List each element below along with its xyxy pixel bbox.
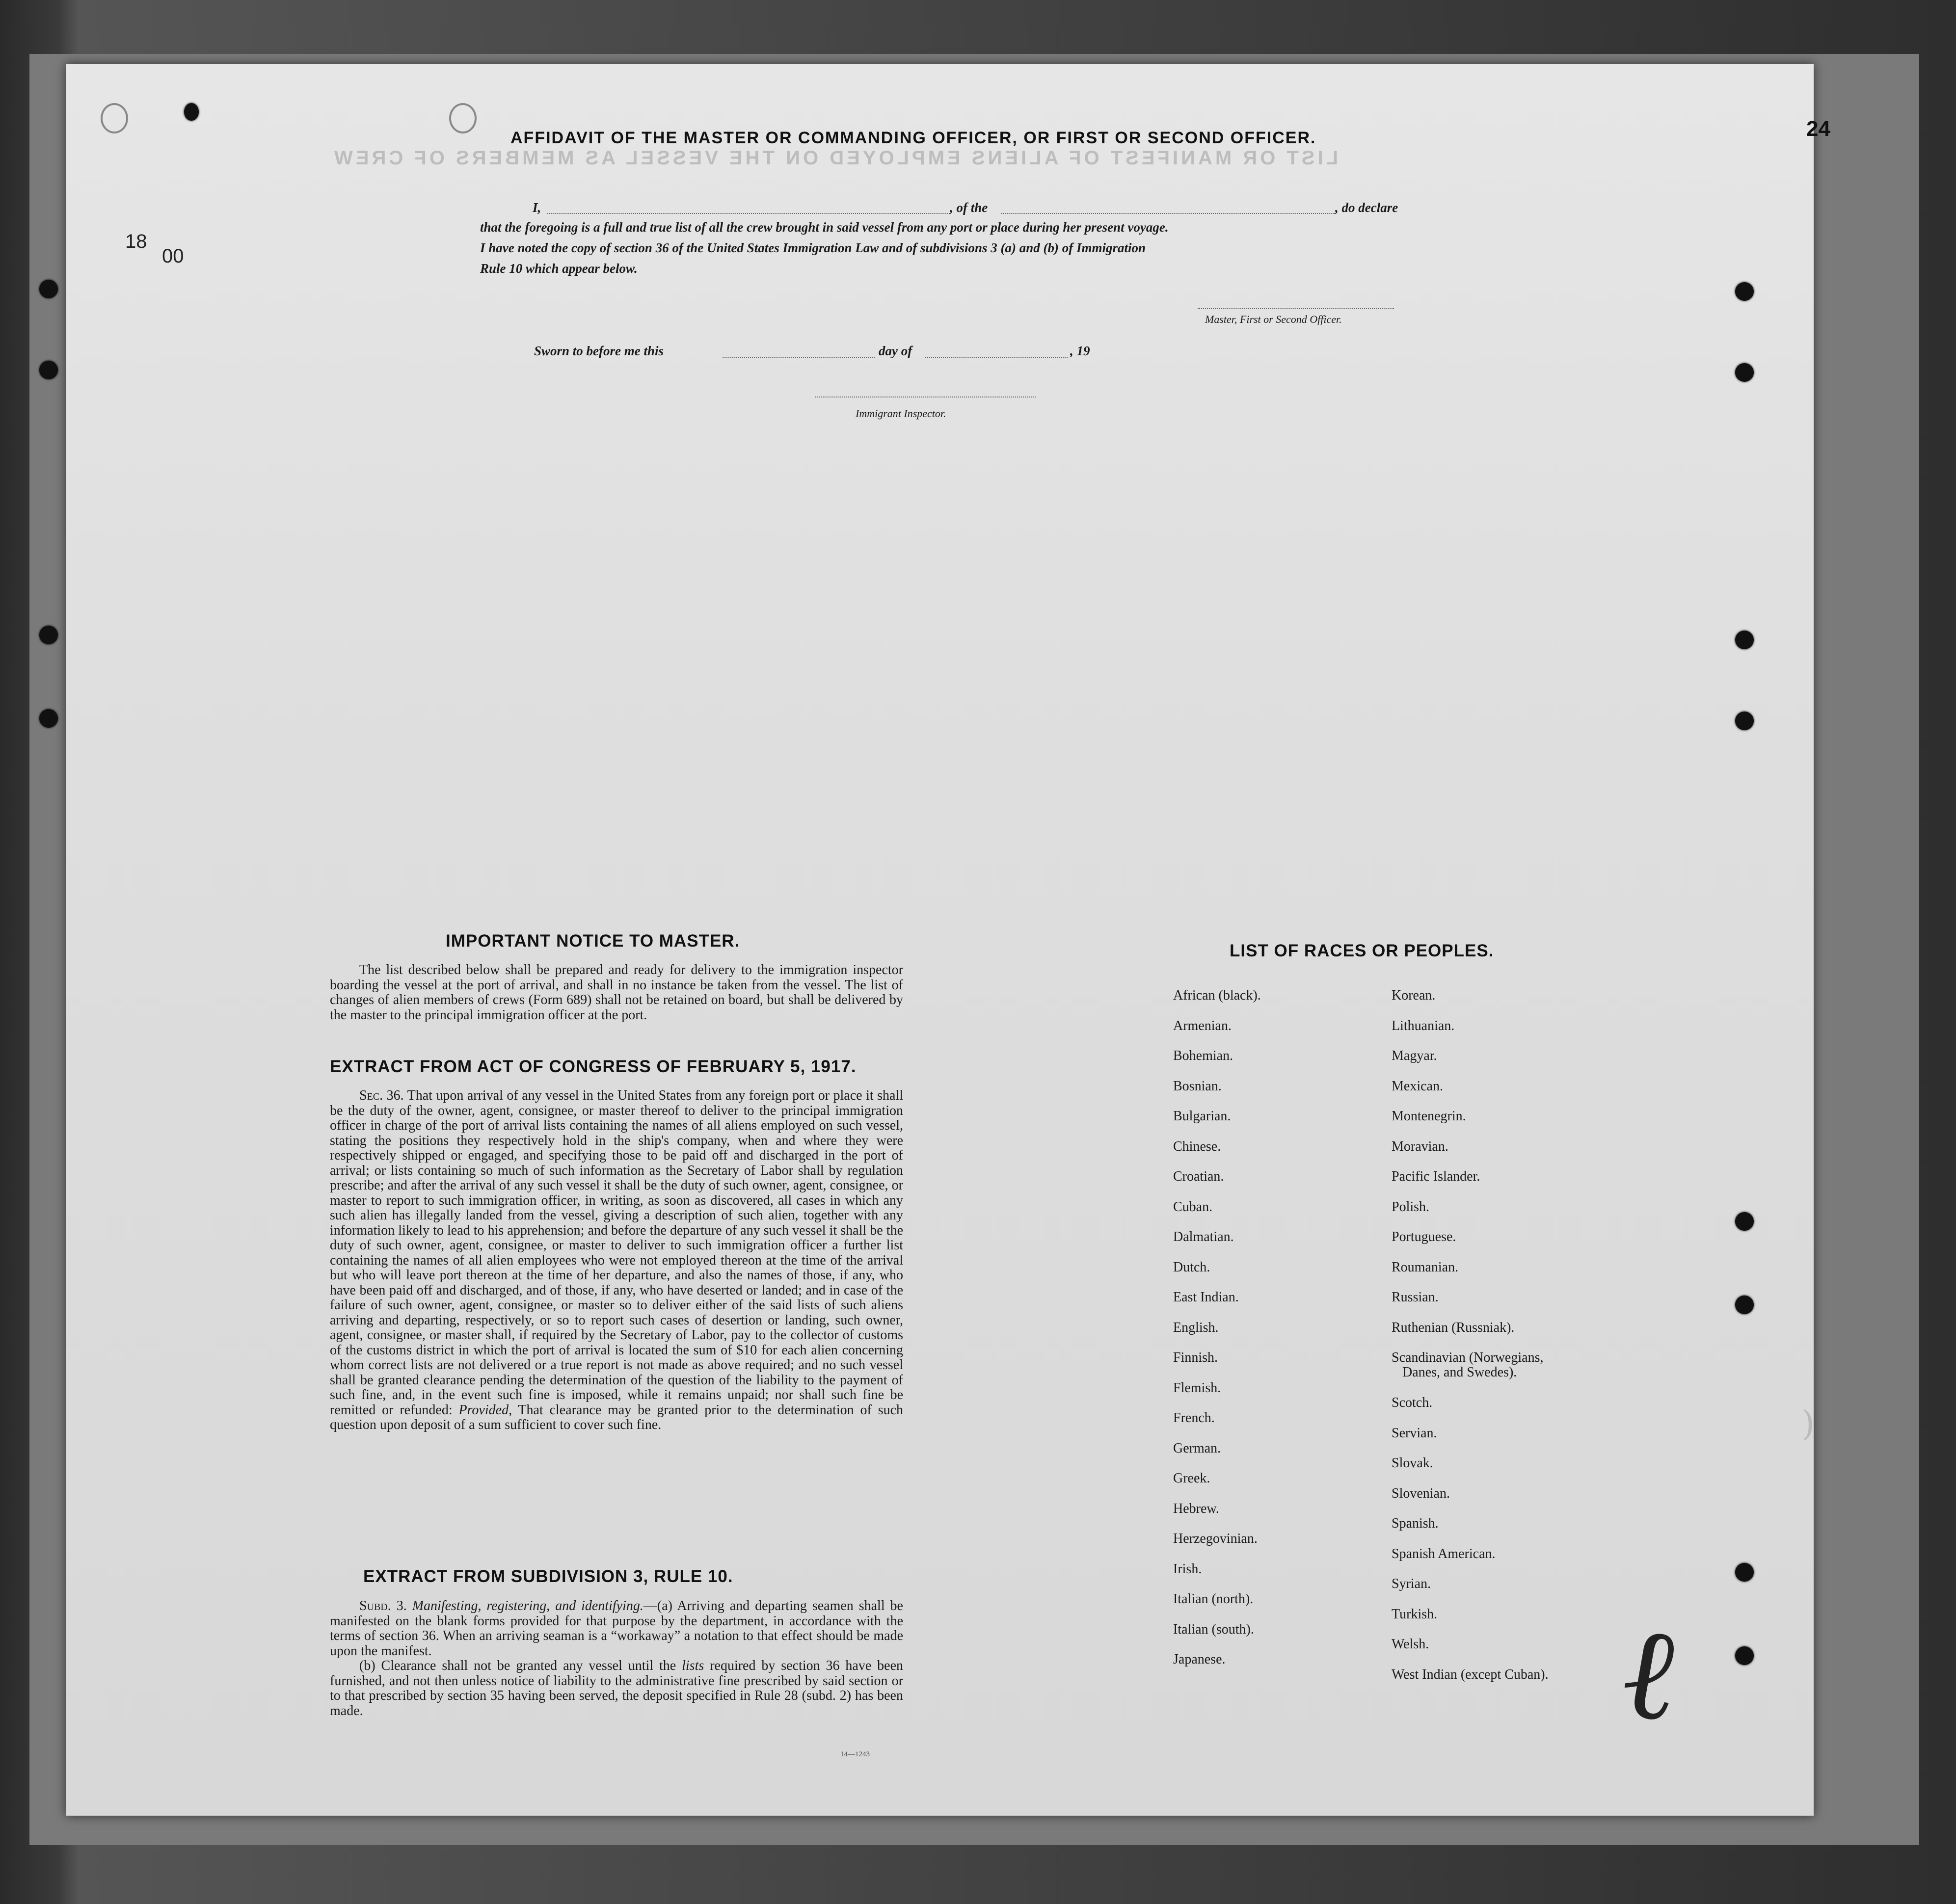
race-item: Portuguese.	[1392, 1229, 1456, 1244]
handwritten-mark: ℓ	[1607, 1595, 1693, 1752]
master-label: Master, First or Second Officer.	[1205, 313, 1342, 325]
subd-b-paragraph	[330, 1659, 903, 1719]
race-item: Syrian.	[1392, 1576, 1431, 1591]
binder-hole-left-1	[184, 103, 199, 121]
day-of-label: day of	[879, 344, 912, 358]
subd-label: Subd. 3.	[359, 1598, 407, 1613]
subd-a-text: —(a) Arriving and departing seamen shall be manifested on the blank forms provided for that purpose by the department, in accordance with the terms of section 36. When an arriving seaman is a “workaway” a notation to that effect should be made upon the manifest.	[330, 1598, 903, 1659]
race-item: Russian.	[1392, 1290, 1439, 1305]
binder-hole-right-4	[1735, 712, 1754, 730]
ring-hole-1	[101, 103, 128, 133]
binder-hole-right-8	[1735, 1646, 1754, 1665]
binder-hole-right-7	[1735, 1563, 1754, 1582]
form-footer-number: 14—1243	[840, 1750, 870, 1758]
race-item: French.	[1173, 1410, 1215, 1426]
affidavit-line-3: I have noted the copy of section 36 of the United States Immigration Law and of subdivisions 3 (a) and (b) of Immigration	[480, 240, 1146, 255]
race-item: East Indian.	[1173, 1290, 1239, 1305]
provided-word: Provided,	[458, 1402, 512, 1418]
race-item: Flemish.	[1173, 1380, 1221, 1396]
race-item: Italian (north).	[1173, 1591, 1254, 1607]
race-item: Polish.	[1392, 1199, 1430, 1215]
affidavit-i-label: I,	[533, 200, 541, 215]
race-item: West Indian (except Cuban).	[1392, 1666, 1549, 1682]
race-item: Hebrew.	[1173, 1501, 1219, 1516]
affidavit-do-declare: , do declare	[1335, 200, 1398, 215]
race-item: Herzegovinian.	[1173, 1531, 1258, 1546]
race-item: Magyar.	[1392, 1048, 1437, 1063]
race-item: Moravian.	[1392, 1138, 1448, 1154]
inspector-label: Immigrant Inspector.	[856, 407, 946, 420]
race-item: Danes, and Swedes).	[1402, 1365, 1517, 1380]
sworn-label: Sworn to before me this	[534, 344, 664, 358]
race-item: Japanese.	[1173, 1652, 1226, 1667]
race-item: Croatian.	[1173, 1169, 1224, 1184]
race-item: Irish.	[1173, 1561, 1202, 1577]
notice-paragraph: The list described below shall be prepared and ready for delivery to the immigration inspector boarding the vessel at the port of arrival, and shall in no instance be taken from the vessel. The list of changes of alien members of crews (Form 689) shall not be retained on board, but shall be delivered by the master to the principal immigration officer at the port.	[330, 962, 903, 1023]
sec-36-paragraph	[330, 1088, 903, 1433]
race-item: Ruthenian (Russniak).	[1392, 1320, 1515, 1335]
race-item: Finnish.	[1173, 1350, 1218, 1365]
race-item: Scotch.	[1392, 1395, 1433, 1410]
affidavit-title: AFFIDAVIT OF THE MASTER OR COMMANDING OFFICER, OR FIRST OR SECOND OFFICER.	[510, 129, 1316, 147]
binder-hole-right-2	[1735, 363, 1754, 382]
subd-a-paragraph	[330, 1599, 903, 1659]
sworn-month-blank[interactable]	[925, 357, 1068, 358]
race-item: Roumanian.	[1392, 1259, 1459, 1275]
binder-hole-right-1	[1735, 282, 1754, 301]
race-item: Spanish.	[1392, 1516, 1439, 1531]
race-item: German.	[1173, 1440, 1221, 1456]
notice-title: IMPORTANT NOTICE TO MASTER.	[446, 931, 740, 951]
race-item: English.	[1173, 1320, 1219, 1335]
binder-hole-right-5	[1735, 1212, 1754, 1231]
ring-hole-2	[449, 103, 477, 133]
name-blank[interactable]	[547, 213, 950, 214]
race-item: Bohemian.	[1173, 1048, 1233, 1063]
act-extract-title: EXTRACT FROM ACT OF CONGRESS OF FEBRUARY 5, 1917.	[330, 1057, 857, 1076]
race-item: Servian.	[1392, 1425, 1437, 1441]
reverse-show-through: LIST OR MANIFEST OF ALIENS EMPLOYED ON THE VESSEL AS MEMBERS OF CREW	[331, 147, 1339, 169]
binder-hole-right-3	[1735, 631, 1754, 649]
race-item: Turkish.	[1392, 1606, 1438, 1622]
race-item: Italian (south).	[1173, 1621, 1254, 1637]
margin-number-1: 18	[125, 231, 147, 252]
race-item: Slovenian.	[1392, 1485, 1450, 1501]
binder-hole-left-4	[39, 626, 58, 644]
races-title: LIST OF RACES OR PEOPLES.	[1230, 941, 1494, 960]
master-signature-blank[interactable]	[1198, 308, 1394, 309]
race-item: Dalmatian.	[1173, 1229, 1234, 1244]
sec-label: Sec. 36.	[359, 1088, 404, 1103]
notice-body	[330, 963, 903, 1023]
binder-hole-left-5	[39, 709, 58, 728]
subd-b-lists: lists	[682, 1658, 704, 1673]
affidavit-line-2: that the foregoing is a full and true list of all the crew brought in said vessel from any port or place during her present voyage.	[480, 220, 1169, 235]
races-left-column	[1173, 980, 1261, 1675]
subd-b-text-1: (b) Clearance shall not be granted any vessel until the	[359, 1658, 676, 1673]
rule-extract-body	[330, 1599, 903, 1719]
margin-number-2: 00	[162, 245, 184, 267]
affidavit-of-the-label: , of the	[950, 200, 988, 215]
race-item: Mexican.	[1392, 1078, 1443, 1094]
sec-36-text: That upon arrival of any vessel in the United States from any foreign port or place it shall be the duty of the owner, agent, consignee, or master thereof to deliver to the principal immigration officer in charge of the port of arrival lists containing the names of all aliens employed on such vessel, stating the positions they respectively hold in the ship's company, when and where they were respectively shipped or engaged, and specifying those to be paid off and discharged in the port of arrival; or lists containing so much of such information as the Secretary of Labor shall by regulation prescribe; and after the arrival of any such vessel it shall be the duty of such owner, agent, consignee, or master to report to such immigration officer, in writing, as soon as discovered, all cases in which any such alien has illegally landed from the vessel, giving a description of such alien, together with any information likely to lead to his apprehension; and before the departure of any such vessel it shall be the duty of such owner, agent, consignee, or master to deliver to such immigration officer a further list containing the names of all alien employees who were not employed thereon at the time of the arrival but who will leave port thereon at the time of her departure, and also the names of those, if any, who have been paid off and discharged, and of those, if any, who have deserted or landed; and in case of the failure of such owner, agent, consignee, or master so to deliver either of the said lists of such aliens arriving and departing, respectively, or so to report such cases of desertion or landing, such owner, agent, consignee, or master shall, if required by the Secretary of Labor, pay to the collector of customs of the customs district in which the port of arrival is located the sum of $10 for each alien concerning whom correct lists are not delivered or a true report is not made as above required; and no such vessel shall be granted clearance pending the determination of the question of the liability to the payment of such fine, and, in the event such fine is imposed, while it remains unpaid; nor shall such fine be remitted or refunded:	[330, 1088, 903, 1418]
sworn-day-blank[interactable]	[723, 357, 875, 358]
race-item: Welsh.	[1392, 1637, 1429, 1652]
binder-hole-left-3	[39, 361, 58, 379]
race-item: Pacific Islander.	[1392, 1169, 1480, 1184]
binder-hole-left-2	[39, 280, 58, 298]
race-item: Korean.	[1392, 988, 1436, 1003]
handwritten-margin-mark: )	[1801, 1403, 1815, 1444]
race-item: African (black).	[1173, 988, 1261, 1003]
race-item: Spanish American.	[1392, 1546, 1496, 1561]
subd-b-text-2: required by section 36 have been furnished, and not then unless notice of liability to the administrative fine prescribed by said section or to that prescribed by section 35 having been served, the deposit specified in Rule 28 (subd. 2) has been made.	[330, 1658, 904, 1719]
year-label: , 19	[1070, 344, 1090, 358]
races-right-column	[1392, 980, 1549, 1690]
page-number: 24	[1806, 117, 1830, 141]
race-item: Bulgarian.	[1173, 1109, 1231, 1124]
race-item: Bosnian.	[1173, 1078, 1222, 1094]
race-item: Lithuanian.	[1392, 1018, 1455, 1033]
race-item: Scandinavian (Norwegians,	[1392, 1350, 1544, 1365]
document-page	[66, 64, 1814, 1816]
race-item: Greek.	[1173, 1471, 1210, 1486]
race-item: Dutch.	[1173, 1259, 1210, 1275]
race-item: Slovak.	[1392, 1455, 1433, 1471]
binder-hole-right-6	[1735, 1296, 1754, 1314]
race-item: Armenian.	[1173, 1018, 1232, 1033]
vessel-blank[interactable]	[1001, 213, 1335, 214]
race-item: Montenegrin.	[1392, 1109, 1466, 1124]
race-item: Cuban.	[1173, 1199, 1213, 1215]
sec-36-text-end: That clearance may be granted prior to the determination of such question upon deposit of a sum sufficient to cover such fine.	[330, 1402, 904, 1432]
subd-title: Manifesting, registering, and identifying.	[412, 1598, 643, 1613]
act-extract-body	[330, 1088, 903, 1433]
affidavit-line-4: Rule 10 which appear below.	[480, 261, 638, 276]
rule-extract-title: EXTRACT FROM SUBDIVISION 3, RULE 10.	[363, 1567, 733, 1586]
race-item: Chinese.	[1173, 1138, 1221, 1154]
